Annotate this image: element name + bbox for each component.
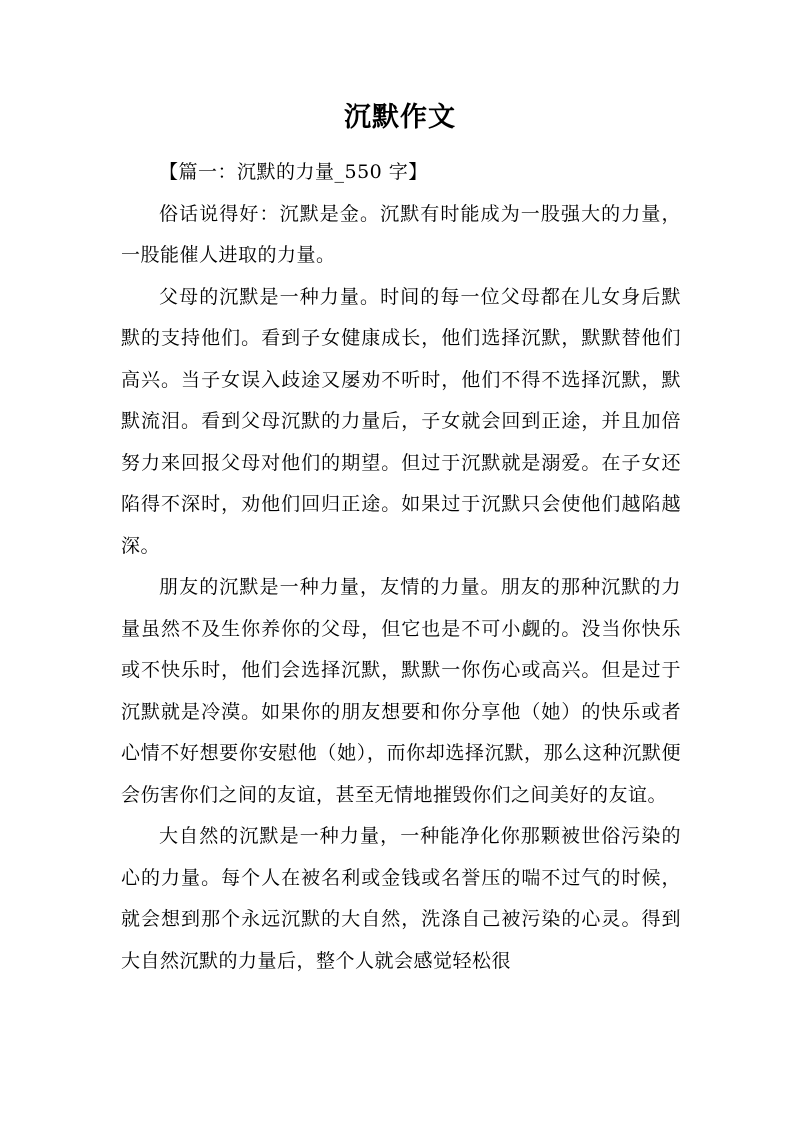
paragraph-3: 朋友的沉默是一种力量，友情的力量。朋友的那种沉默的力量虽然不及生你养你的父母，但它也是不可小觑的。没当你快乐或不快乐时，他们会选择沉默，默默一你伤心或高兴。但是过于沉默就是冷漠。如果你的朋友想要和你分享他（她）的快乐或者心情不好想要你安慰他（她），而你却选择沉默，那么这种沉默便会伤害你们之间的友谊，甚至无情地摧毁你们之间美好的友谊。 (121, 576, 681, 806)
document-body (121, 152, 681, 982)
section-heading: 【篇一：沉默的力量_550 字】 (159, 161, 428, 183)
paragraph-2: 父母的沉默是一种力量。时间的每一位父母都在儿女身后默默的支持他们。看到子女健康成长，他们选择沉默，默默替他们高兴。当子女误入歧途又屡劝不听时，他们不得不选择沉默，默默流泪。看到父母沉默的力量后，子女就会回到正途，并且加倍努力来回报父母对他们的期望。但过于沉默就是溺爱。在子女还陷得不深时，劝他们回归正途。如果过于沉默只会使他们越陷越深。 (121, 285, 681, 557)
document-title: 沉默作文 (344, 102, 456, 133)
paragraph-1: 俗话说得好：沉默是金。沉默有时能成为一股强大的力量，一股能催人进取的力量。 (121, 202, 681, 266)
paragraph-4: 大自然的沉默是一种力量，一种能净化你那颗被世俗污染的心的力量。每个人在被名利或金钱或名誉压的喘不过气的时候，就会想到那个永远沉默的大自然，洗涤自己被污染的心灵。得到大自然沉默的力量后，整个人就会感觉轻松很 (121, 825, 681, 972)
